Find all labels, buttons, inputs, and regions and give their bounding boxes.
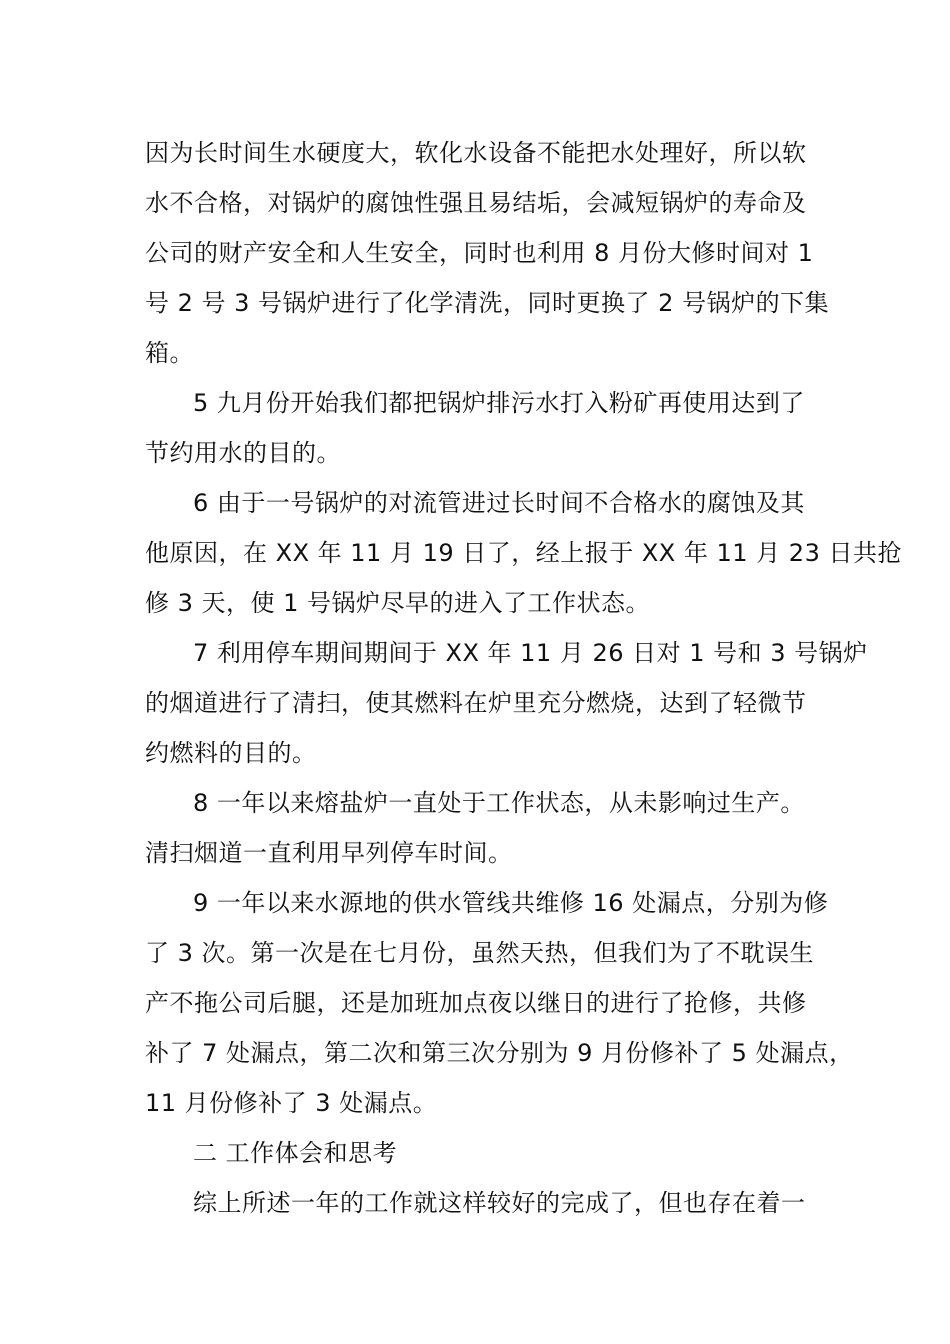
paragraph-item-7: [145, 628, 868, 778]
text-line: 6 由于一号锅炉的对流管进过长时间不合格水的腐蚀及其: [193, 489, 805, 517]
text-line: 9 一年以来水源地的供水管线共维修 16 处漏点，分别为修: [193, 889, 829, 917]
text-line: 7 利用停车期间期间于 XX 年 11 月 26 日对 1 号和 3 号锅炉: [193, 639, 868, 667]
paragraph-item-8: [145, 778, 815, 878]
text-line: 清扫烟道一直利用早列停车时间。: [145, 839, 513, 867]
text-line: 补了 7 处漏点，第二次和第三次分别为 9 月份修补了 5 处漏点，: [145, 1039, 854, 1067]
text-line: 他原因，在 XX 年 11 月 19 日了，经上报于 XX 年 11 月 23 日共抢: [145, 539, 902, 567]
text-line: 8 一年以来熔盐炉一直处于工作状态，从未影响过生产。: [193, 789, 805, 817]
paragraph-summary: [145, 1178, 815, 1228]
text-line: 约燃料的目的。: [145, 739, 317, 767]
text-line: 产不拖公司后腿，还是加班加点夜以继日的进行了抢修，共修: [145, 989, 807, 1017]
document-body: [145, 128, 902, 1228]
section-heading-text: 二 工作体会和思考: [193, 1139, 398, 1167]
text-line: 11 月份修补了 3 处漏点。: [145, 1089, 438, 1117]
text-line: 修 3 天，使 1 号锅炉尽早的进入了工作状态。: [145, 589, 651, 617]
text-line: 了 3 次。第一次是在七月份，虽然天热，但我们为了不耽误生: [145, 939, 815, 967]
text-line: 5 九月份开始我们都把锅炉排污水打入粉矿再使用达到了: [193, 389, 805, 417]
paragraph-item-9: [145, 878, 854, 1128]
text-line: 箱。: [145, 339, 194, 367]
paragraph-item-6: [145, 478, 902, 628]
text-line: 的烟道进行了清扫，使其燃料在炉里充分燃烧，达到了轻微节: [145, 689, 807, 717]
text-line: 综上所述一年的工作就这样较好的完成了，但也存在着一: [193, 1189, 806, 1217]
paragraph-item-5: [145, 378, 815, 478]
text-line: 号 2 号 3 号锅炉进行了化学清洗，同时更换了 2 号锅炉的下集: [145, 289, 830, 317]
text-line: 因为长时间生水硬度大，软化水设备不能把水处理好，所以软: [145, 139, 807, 167]
paragraph-continuation: [145, 128, 830, 378]
section-heading: [145, 1128, 815, 1178]
text-line: 公司的财产安全和人生安全，同时也利用 8 月份大修时间对 1: [145, 239, 814, 267]
text-line: 节约用水的目的。: [145, 439, 341, 467]
text-line: 水不合格，对锅炉的腐蚀性强且易结垢，会减短锅炉的寿命及: [145, 189, 807, 217]
